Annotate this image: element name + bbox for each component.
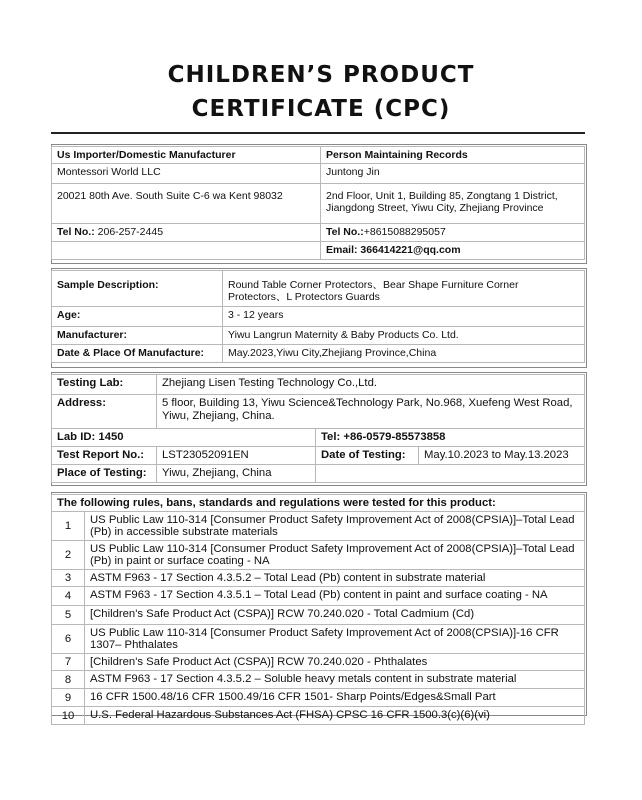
title-divider	[51, 132, 585, 134]
date-of-testing-value: May.10.2023 to May.13.2023	[419, 447, 585, 465]
sample-description-value: Round Table Corner Protectors、Bear Shape Furniture Corner Protectors、L Protectors Guards	[223, 271, 585, 307]
rule-text: U.S. Federal Hazardous Substances Act (FHSA) CPSC 16 CFR 1500.3(c)(6)(vi)	[85, 707, 585, 725]
testing-table	[51, 374, 585, 483]
rule-number: 8	[52, 671, 85, 689]
lab-tel: Tel: +86-0579-85573858	[316, 429, 585, 447]
rule-text: ASTM F963 - 17 Section 4.3.5.2 – Total Lead (Pb) content in substrate material	[85, 570, 585, 587]
records-tel-value: +8615088295057	[363, 226, 446, 238]
records-name: Juntong Jin	[321, 164, 585, 184]
records-email-value: 366414221@qq.com	[357, 244, 461, 256]
age-label: Age:	[52, 307, 223, 327]
report-number-value: LST23052091EN	[157, 447, 316, 465]
importer-address: 20021 80th Ave. South Suite C-6 wa Kent 98032	[52, 184, 321, 224]
manufacturer-label: Manufacturer:	[52, 327, 223, 345]
rule-number: 1	[52, 512, 85, 541]
records-heading: Person Maintaining Records	[321, 147, 585, 164]
testing-address-label: Address:	[52, 395, 157, 429]
sample-table	[51, 270, 585, 363]
date-place-value: May.2023,Yiwu City,Zhejiang Province,China	[223, 345, 585, 363]
rule-row	[52, 606, 585, 625]
importer-empty-cell	[52, 242, 321, 260]
importer-tel	[52, 224, 321, 242]
records-email-label: Email:	[326, 244, 358, 256]
importer-tel-value: 206-257-2445	[94, 226, 164, 238]
rule-row	[52, 587, 585, 606]
lab-id: Lab ID: 1450	[52, 429, 316, 447]
records-email	[321, 242, 585, 260]
rule-text: US Public Law 110-314 [Consumer Product Safety Improvement Act of 2008(CPSIA)]–Total Lead (Pb) in accessible substrate materials	[85, 512, 585, 541]
document-title-line2: CERTIFICATE (CPC)	[191, 96, 451, 122]
rule-row	[52, 689, 585, 707]
rule-text: [Children's Safe Product Act (CSPA)] RCW 70.240.020 - Phthalates	[85, 654, 585, 671]
rule-text: 16 CFR 1500.48/16 CFR 1500.49/16 CFR 1501- Sharp Points/Edges&Small Part	[85, 689, 585, 707]
rule-row	[52, 671, 585, 689]
testing-lab-label: Testing Lab:	[52, 375, 157, 395]
rule-row	[52, 707, 585, 725]
rule-number: 6	[52, 625, 85, 654]
rule-number: 4	[52, 587, 85, 606]
rule-number: 5	[52, 606, 85, 625]
sample-description-label: Sample Description:	[52, 271, 223, 307]
document-title-line1: CHILDREN’S PRODUCT	[167, 62, 475, 88]
date-of-testing-label: Date of Testing:	[316, 447, 419, 465]
rules-table	[51, 494, 585, 725]
place-of-testing-label: Place of Testing:	[52, 465, 157, 483]
importer-records-table	[51, 146, 585, 260]
importer-tel-label: Tel No.:	[57, 226, 95, 238]
testing-address-value: 5 floor, Building 13, Yiwu Science&Technology Park, No.968, Xuefeng West Road, Yiwu, Zhejiang, China.	[157, 395, 585, 429]
importer-name: Montessori World LLC	[52, 164, 321, 184]
rule-row	[52, 570, 585, 587]
rule-text: US Public Law 110-314 [Consumer Product Safety Improvement Act of 2008(CPSIA)]-16 CFR 1307– Phthalates	[85, 625, 585, 654]
rule-number: 7	[52, 654, 85, 671]
place-of-testing-empty	[316, 465, 585, 483]
manufacturer-value: Yiwu Langrun Maternity & Baby Products Co. Ltd.	[223, 327, 585, 345]
report-number-label: Test Report No.:	[52, 447, 157, 465]
importer-heading: Us Importer/Domestic Manufacturer	[52, 147, 321, 164]
rule-number: 3	[52, 570, 85, 587]
rule-row	[52, 625, 585, 654]
rule-row	[52, 654, 585, 671]
rule-text: ASTM F963 - 17 Section 4.3.5.2 – Soluble heavy metals content in substrate material	[85, 671, 585, 689]
records-address: 2nd Floor, Unit 1, Building 85, Zongtang 1 District, Jiangdong Street, Yiwu City, Zhejiang Province	[321, 184, 585, 224]
records-tel	[321, 224, 585, 242]
age-value: 3 - 12 years	[223, 307, 585, 327]
testing-lab-value: Zhejiang Lisen Testing Technology Co.,Ltd.	[157, 375, 585, 395]
rule-number: 9	[52, 689, 85, 707]
rule-text: [Children's Safe Product Act (CSPA)] RCW 70.240.020 - Total Cadmium (Cd)	[85, 606, 585, 625]
rule-text: ASTM F963 - 17 Section 4.3.5.1 – Total Lead (Pb) content in paint and surface coating - NA	[85, 587, 585, 606]
rule-number: 10	[52, 707, 85, 725]
rule-text: US Public Law 110-314 [Consumer Product Safety Improvement Act of 2008(CPSIA)]–Total Lead (Pb) in paint or surface coating - NA	[85, 541, 585, 570]
rule-number: 2	[52, 541, 85, 570]
date-place-label: Date & Place Of Manufacture:	[52, 345, 223, 363]
rule-row	[52, 512, 585, 541]
rules-heading: The following rules, bans, standards and regulations were tested for this product:	[52, 495, 585, 512]
records-tel-label: Tel No.:	[326, 226, 364, 238]
rule-row	[52, 541, 585, 570]
place-of-testing-value: Yiwu, Zhejiang, China	[157, 465, 316, 483]
